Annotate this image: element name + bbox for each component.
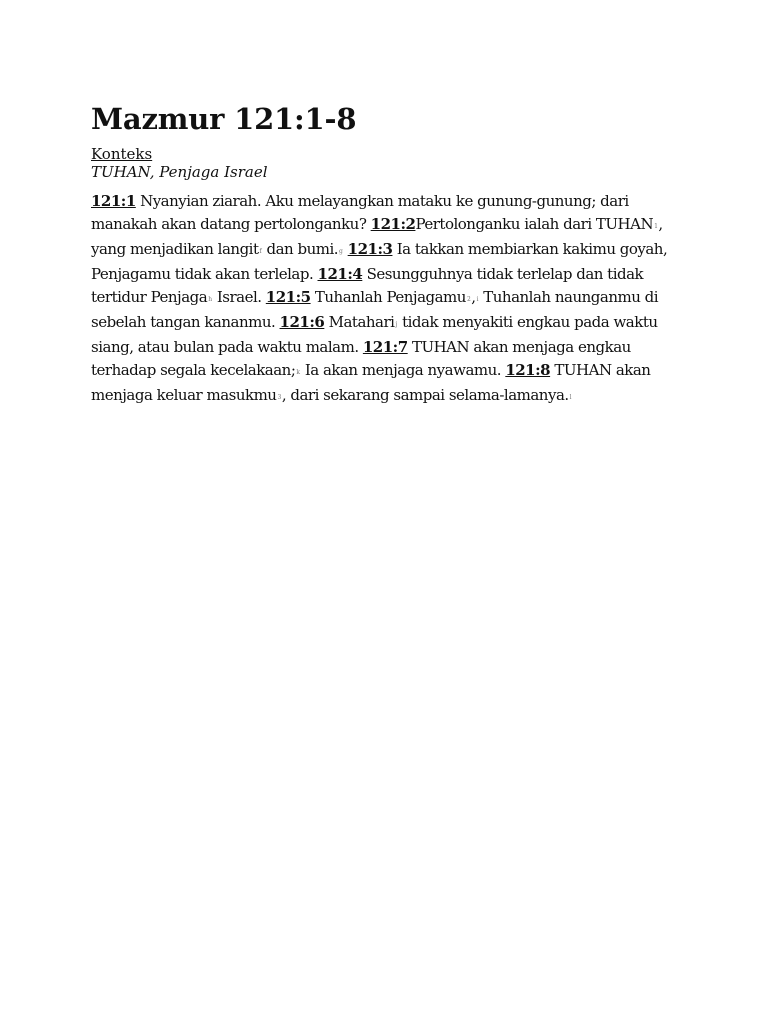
- verse-text-3: Ia takkan membiarkan kakimu goyah, Penjagamu tidak akan terlelap.: [91, 240, 668, 283]
- verse-text-2b: , yang menjadikan langit: [91, 215, 663, 258]
- footnote-marker[interactable]: 3: [277, 394, 281, 401]
- verse-text-4b: Israel.: [212, 288, 266, 306]
- footnote-marker[interactable]: i: [476, 296, 478, 303]
- section-heading: TUHAN, Penjaga Israel: [91, 163, 268, 181]
- verse-text-5b: ,: [471, 288, 476, 306]
- verse-ref-5[interactable]: 121:5: [265, 288, 311, 306]
- verse-text-1: Nyanyian ziarah. Aku melayangkan mataku ke gunung-gunung; dari manakah akan datang pertolonganku?: [91, 192, 629, 233]
- footnote-marker[interactable]: 2: [466, 296, 471, 303]
- verse-text-7a: TUHAN akan menjaga engkau terhadap segala kecelakaan;: [91, 338, 631, 379]
- verse-text-6a: Matahari: [324, 313, 395, 331]
- verse-text: [91, 190, 691, 409]
- footnote-marker[interactable]: f: [259, 248, 262, 255]
- verse-ref-3[interactable]: 121:3: [347, 240, 393, 258]
- verse-ref-1[interactable]: 121:1: [91, 192, 136, 210]
- verse-text-6b: tidak menyakiti engkau pada waktu siang, atau bulan pada waktu malam.: [91, 313, 658, 356]
- verse-text-7b: Ia akan menjaga nyawamu.: [300, 361, 506, 379]
- konteks-link[interactable]: Konteks: [91, 145, 153, 163]
- footnote-marker[interactable]: l: [569, 394, 572, 401]
- verse-ref-6[interactable]: 121:6: [279, 313, 325, 331]
- verse-ref-2[interactable]: 121:2: [370, 215, 416, 233]
- verse-text-2c: dan bumi.: [262, 240, 339, 258]
- verse-text-8b: , dari sekarang sampai selama-lamanya.: [281, 386, 569, 404]
- verse-text-8a: TUHAN akan menjaga keluar masukmu: [91, 361, 651, 404]
- verse-text-5c: Tuhanlah naunganmu di sebelah tangan kananmu.: [91, 288, 659, 331]
- page-title: Mazmur 121:1-8: [91, 102, 357, 136]
- verse-text-2a: Pertolonganku ialah dari TUHAN: [415, 215, 654, 233]
- verse-text-4a: Sesungguhnya tidak terlelap dan tidak tertidur Penjaga: [91, 265, 644, 306]
- footnote-marker[interactable]: 1: [654, 223, 658, 230]
- verse-ref-8[interactable]: 121:8: [505, 361, 551, 379]
- footnote-marker[interactable]: h: [208, 296, 212, 303]
- footnote-marker[interactable]: k: [296, 369, 300, 376]
- verse-ref-7[interactable]: 121:7: [362, 338, 408, 356]
- document-page: [91, 100, 691, 409]
- verse-ref-4[interactable]: 121:4: [317, 265, 363, 283]
- footnote-marker[interactable]: j: [395, 321, 397, 328]
- footnote-marker[interactable]: g: [339, 248, 343, 255]
- verse-text-5a: Tuhanlah Penjagamu: [310, 288, 466, 306]
